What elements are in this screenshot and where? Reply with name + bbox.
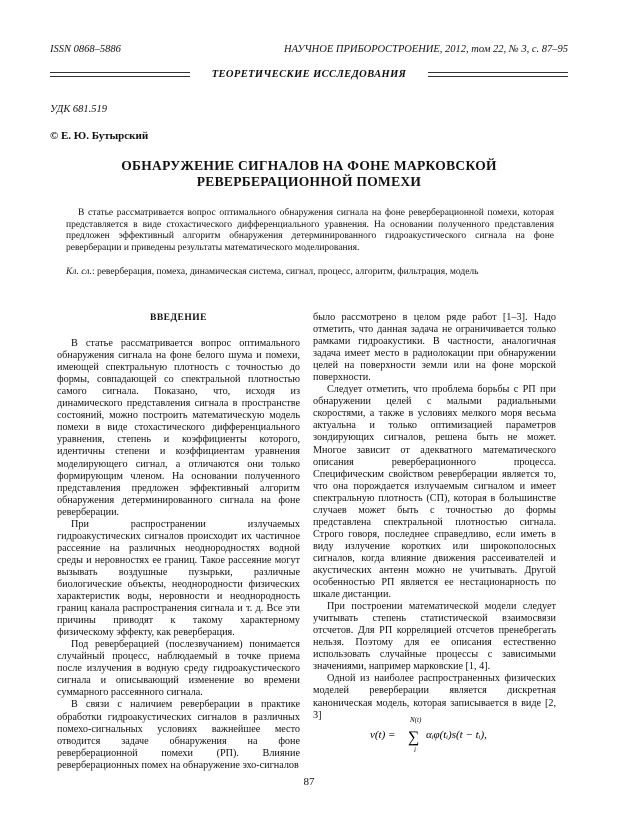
formula-term: αᵢφ(tᵢ)s(t − tᵢ), [426, 729, 487, 741]
keywords-text: : реверберация, помеха, динамическая система, сигнал, процесс, алгоритм, фильтрация, модель [91, 267, 479, 277]
section-label: ТЕОРЕТИЧЕСКИЕ ИССЛЕДОВАНИЯ [211, 69, 407, 80]
sum-lower-limit: i [414, 746, 416, 754]
left-column [57, 312, 300, 772]
sum-upper-limit: N(t) [410, 716, 422, 724]
paragraph: Под реверберацией (послезвучанием) понимается случайный процесс, наблюдаемый в точке приема после излучения в водную среду гидроакустического сигнала и описывающий изменение во времени суммарного рассеянного сигнала. [57, 639, 300, 699]
paragraph: Следует отметить, что проблема борьбы с РП при обнаружении целей с малыми радиальными скоростями, а также в условиях мелкого моря весьма актуальна и только оптимизацией параметров зондирующих сигналов, решена быть не может. Многое зависит от адекватного математического описания реверберационного процесса. Специфическим свойством реверберации является то, что она порождается излучаемым сигналом и имеет спектральную плотность (СП), которая в большинстве случаев может быть с точностью до формы представлена спектральной плотностью сигнала. Строго говоря, последнее справедливо, если иметь в виду излучение коротких или широкополосных сигналов, когда влияние движения рассеивателей и акустических антенн можно не учитывать. Другой особенностью РП является ее нестационарность по шкале дистанции. [313, 384, 556, 601]
intro-heading: ВВЕДЕНИЕ [150, 313, 207, 323]
paragraph: было рассмотрено в целом ряде работ [1–3]. Надо отметить, что данная задача не ограничивается только рамками гидроакустики. В частности, аналогичная задача имеет место в радиолокации при обнаружении целей на поверхности земли или на фоне морской поверхности. [313, 312, 556, 384]
keywords-label: Кл. сл. [66, 267, 92, 277]
right-column [313, 312, 556, 722]
udc-code: УДК 681.519 [50, 104, 108, 115]
author: © Е. Ю. Бутырский [50, 130, 149, 142]
formula-svg [370, 714, 530, 754]
formula-lhs: ν(t) = [370, 729, 396, 741]
paragraph: При распространении излучаемых гидроакустических сигналов происходит их частичное рассеяние на различных неоднородностях водной среды и неровностях ее границ. Такое рассеяние могут вызывать воздушные пузырьки, различные биологические объекты, неоднородности физических характеристик воды, неровности и неоднородность границ канала распространения сигнала и т. д. Все эти причины приводят к такому характерному физическому эффекту, как реверберация. [57, 518, 300, 639]
paragraph: При построении математической модели следует учитывать степень статистической взаимосвязи отсчетов. Для РП корреляцией отсчетов пренебрегать нельзя. Поэтому для ее описания естественно использовать случайные процессы с зависимыми значениями, например марковские [1, 4]. [313, 601, 556, 673]
paragraph: Одной из наиболее распространенных физических моделей реверберации является дискретная каноническая модель, которая записывается в виде [2, 3] [313, 673, 556, 721]
paragraph: В связи с наличием реверберации в практике обработки гидроакустических сигналов в различных помехо-сигнальных условиях важнейшее место отводится задаче обнаружения на фоне реверберационной помехи (РП). Влияние реверберационных помех на обнаружение эхо-сигналов [57, 699, 300, 771]
page-number: 87 [303, 776, 315, 788]
issn: ISSN 0868–5886 [50, 44, 121, 55]
paragraph: В статье рассматривается вопрос оптимального обнаружения сигнала на фоне белого шума и помехи, имеющей спектральную плотность с точностью до формы, совпадающей со спектральной плотностью самого сигнала. Показано, что, исходя из динамического представления сигнала в пространстве состояний, можно построить математическую модель помехи в виде стохастического дифференциального уравнения, степень и коэффициенты которого, идентичны степени и коэффициентам уравнения моделирующего сигнал, а отличаются они только формирующим членом. На основании полученного представления предложен эффективный алгоритм обнаружения детерминированного сигнала на фоне реверберации. [57, 338, 300, 518]
keywords [66, 267, 554, 279]
formula [370, 714, 530, 757]
article-title: ОБНАРУЖЕНИЕ СИГНАЛОВ НА ФОНЕ МАРКОВСКОЙ РЕВЕРБЕРАЦИОННОЙ ПОМЕХИ [121, 158, 497, 189]
journal-citation: НАУЧНОЕ ПРИБОРОСТРОЕНИЕ, 2012, том 22, № 3, c. 87–95 [284, 44, 568, 55]
sum-symbol: ∑ [408, 729, 420, 746]
abstract: В статье рассматривается вопрос оптимального обнаружения сигнала на фоне реверберационной помехи, которая представляется в виде стохастического дифференциального уравнения. На основании полученного представления предложен эффективный алгоритм обнаружения детерминированного гидроакустического сигнала на фоне реверберации и приведены результаты математического моделирования. [66, 208, 554, 253]
